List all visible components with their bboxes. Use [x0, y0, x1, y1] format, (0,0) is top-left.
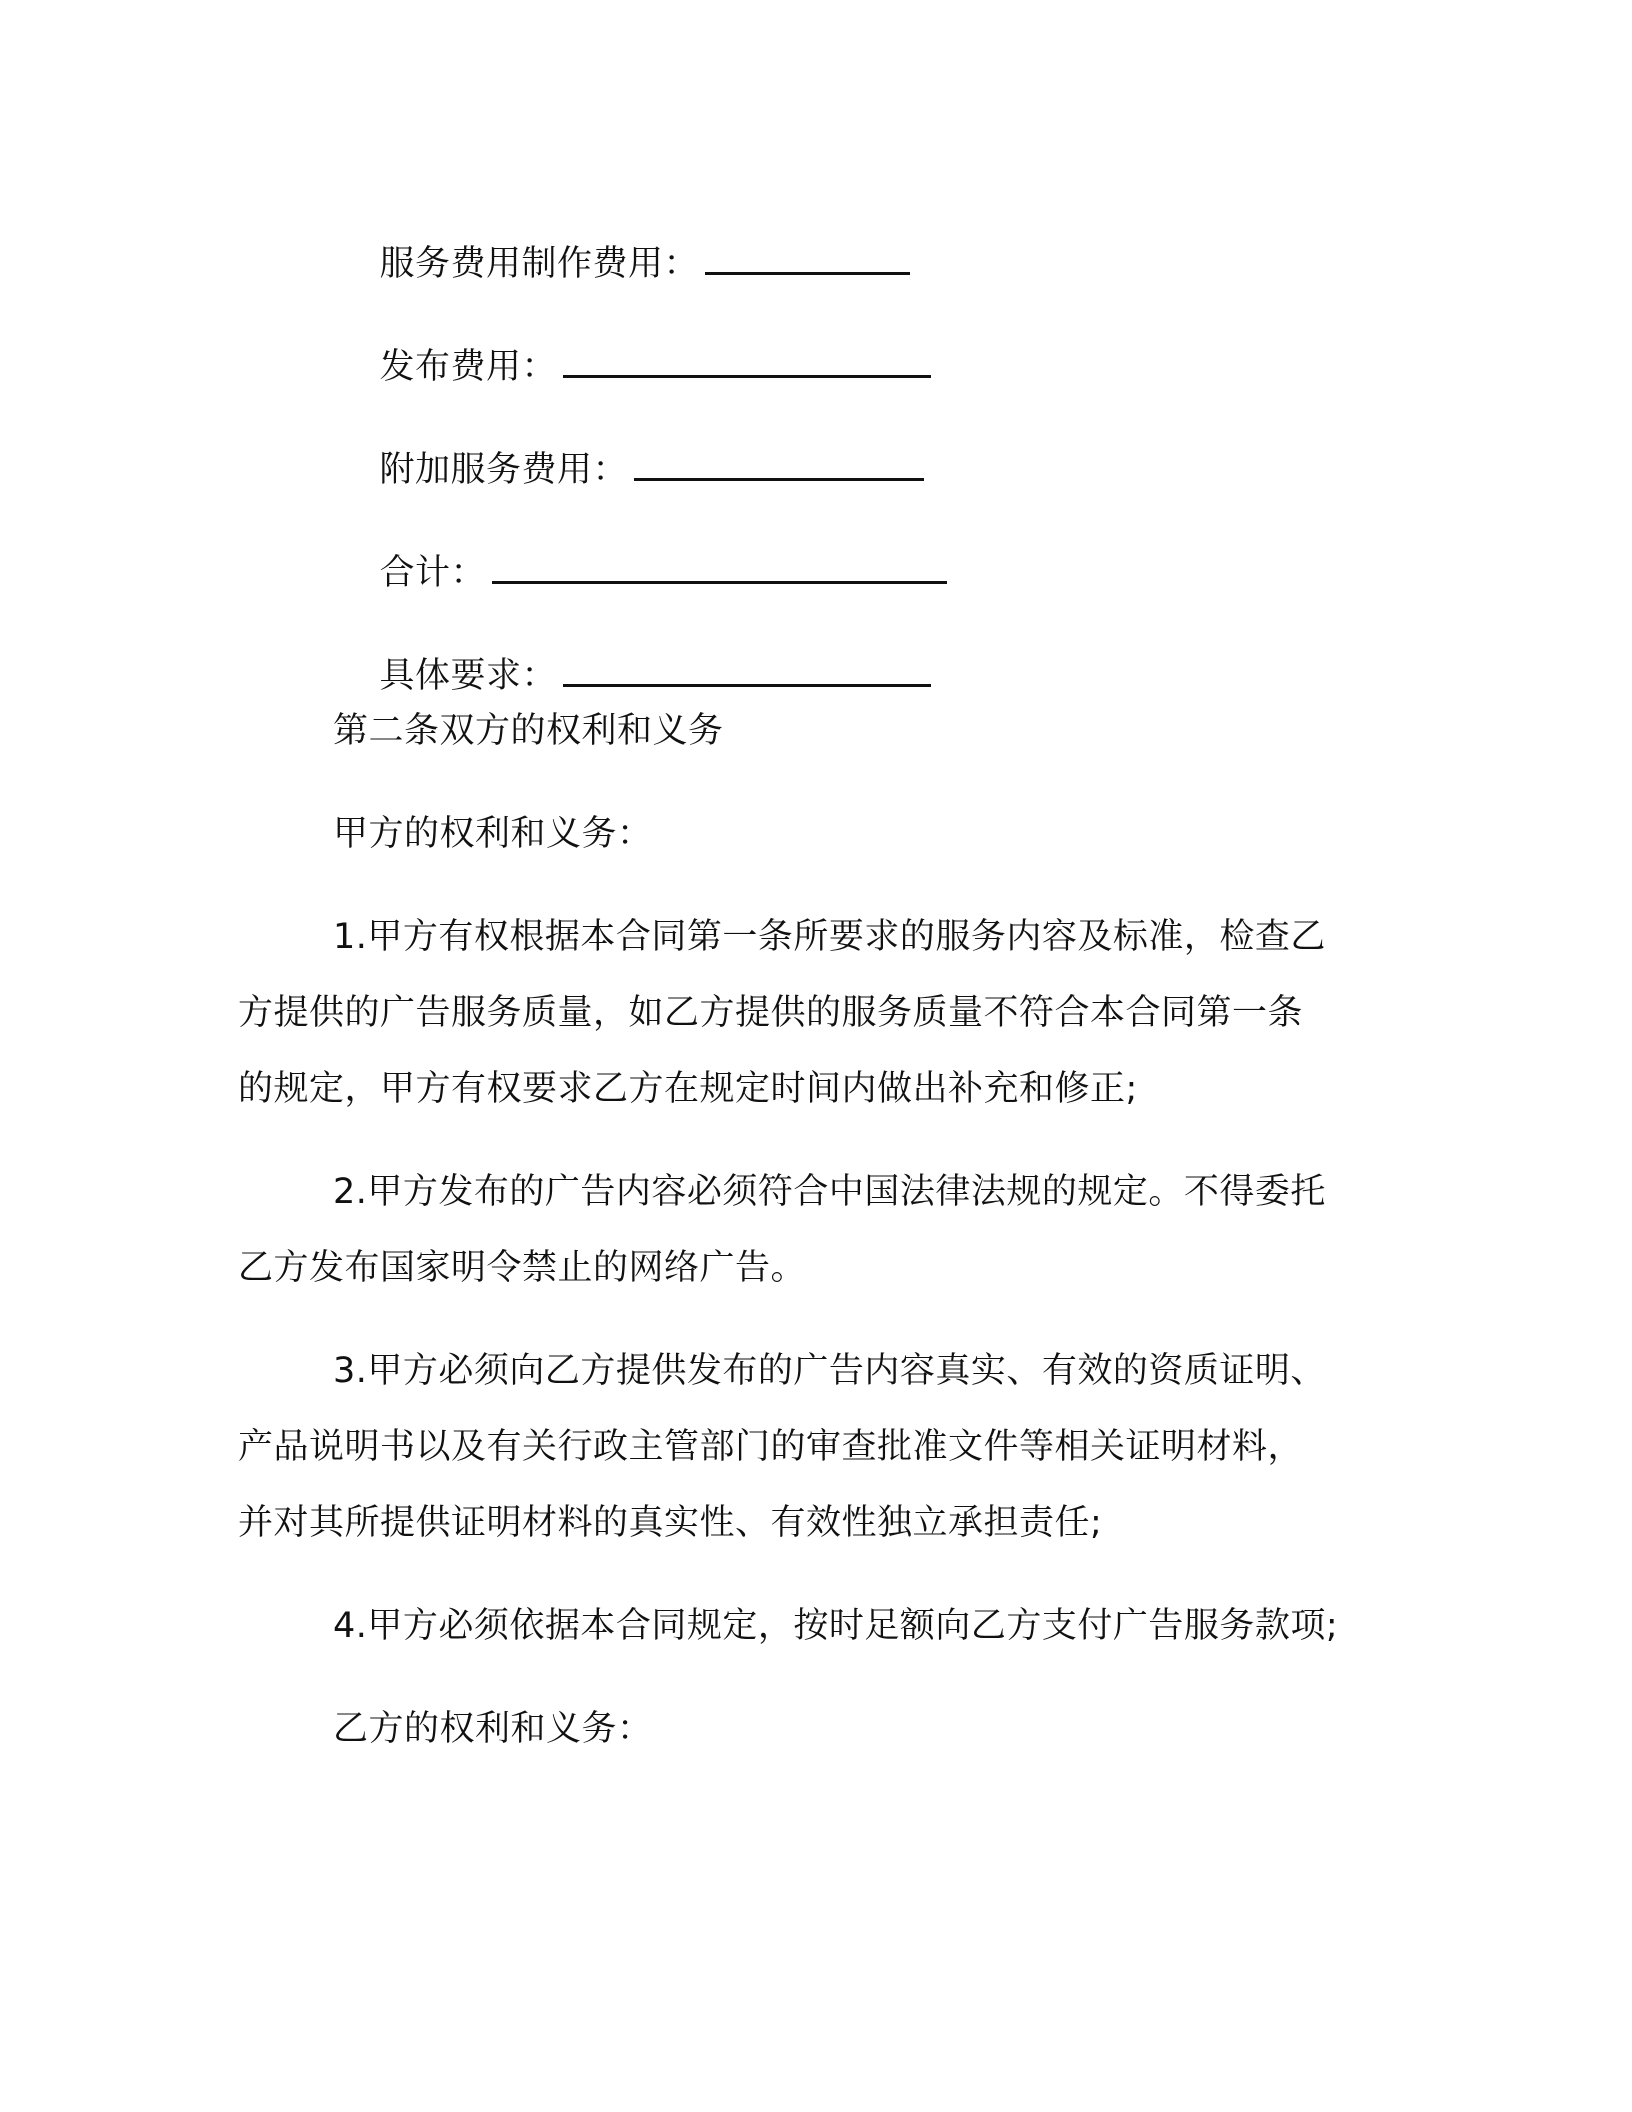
- clause-3-line-2: 产品说明书以及有关行政主管部门的审查批准文件等相关证明材料，: [238, 1427, 1304, 1467]
- fill-blank[interactable]: [563, 654, 931, 687]
- clause-4-line-1: 4.甲方必须依据本合同规定，按时足额向乙方支付广告服务款项;: [333, 1606, 1339, 1646]
- section-title: 第二条双方的权利和义务: [333, 711, 724, 751]
- field-label: 服务费用制作费用：: [379, 244, 700, 284]
- clause-1-line-3: 的规定，甲方有权要求乙方在规定时间内做出补充和修正;: [238, 1069, 1138, 1109]
- clause-3-line-1: 3.甲方必须向乙方提供发布的广告内容真实、有效的资质证明、: [333, 1351, 1326, 1391]
- clause-3-line-3: 并对其所提供证明材料的真实性、有效性独立承担责任;: [238, 1503, 1103, 1543]
- party-b-heading: 乙方的权利和义务：: [333, 1709, 653, 1749]
- clause-1-line-1: 1.甲方有权根据本合同第一条所要求的服务内容及标准，检查乙: [333, 917, 1326, 957]
- clause-1-line-2: 方提供的广告服务质量，如乙方提供的服务质量不符合本合同第一条: [238, 993, 1304, 1033]
- field-label: 发布费用：: [379, 347, 558, 387]
- party-a-heading: 甲方的权利和义务：: [333, 814, 653, 854]
- field-label: 合计：: [379, 553, 487, 593]
- clause-2-line-2: 乙方发布国家明令禁止的网络广告。: [238, 1248, 807, 1288]
- field-label: 具体要求：: [379, 656, 558, 696]
- fill-blank[interactable]: [563, 345, 931, 378]
- fill-blank[interactable]: [634, 448, 924, 481]
- field-label: 附加服务费用：: [379, 450, 629, 490]
- fill-blank[interactable]: [492, 551, 947, 584]
- clause-2-line-1: 2.甲方发布的广告内容必须符合中国法律法规的规定。不得委托: [333, 1172, 1326, 1212]
- fill-blank[interactable]: [705, 242, 910, 275]
